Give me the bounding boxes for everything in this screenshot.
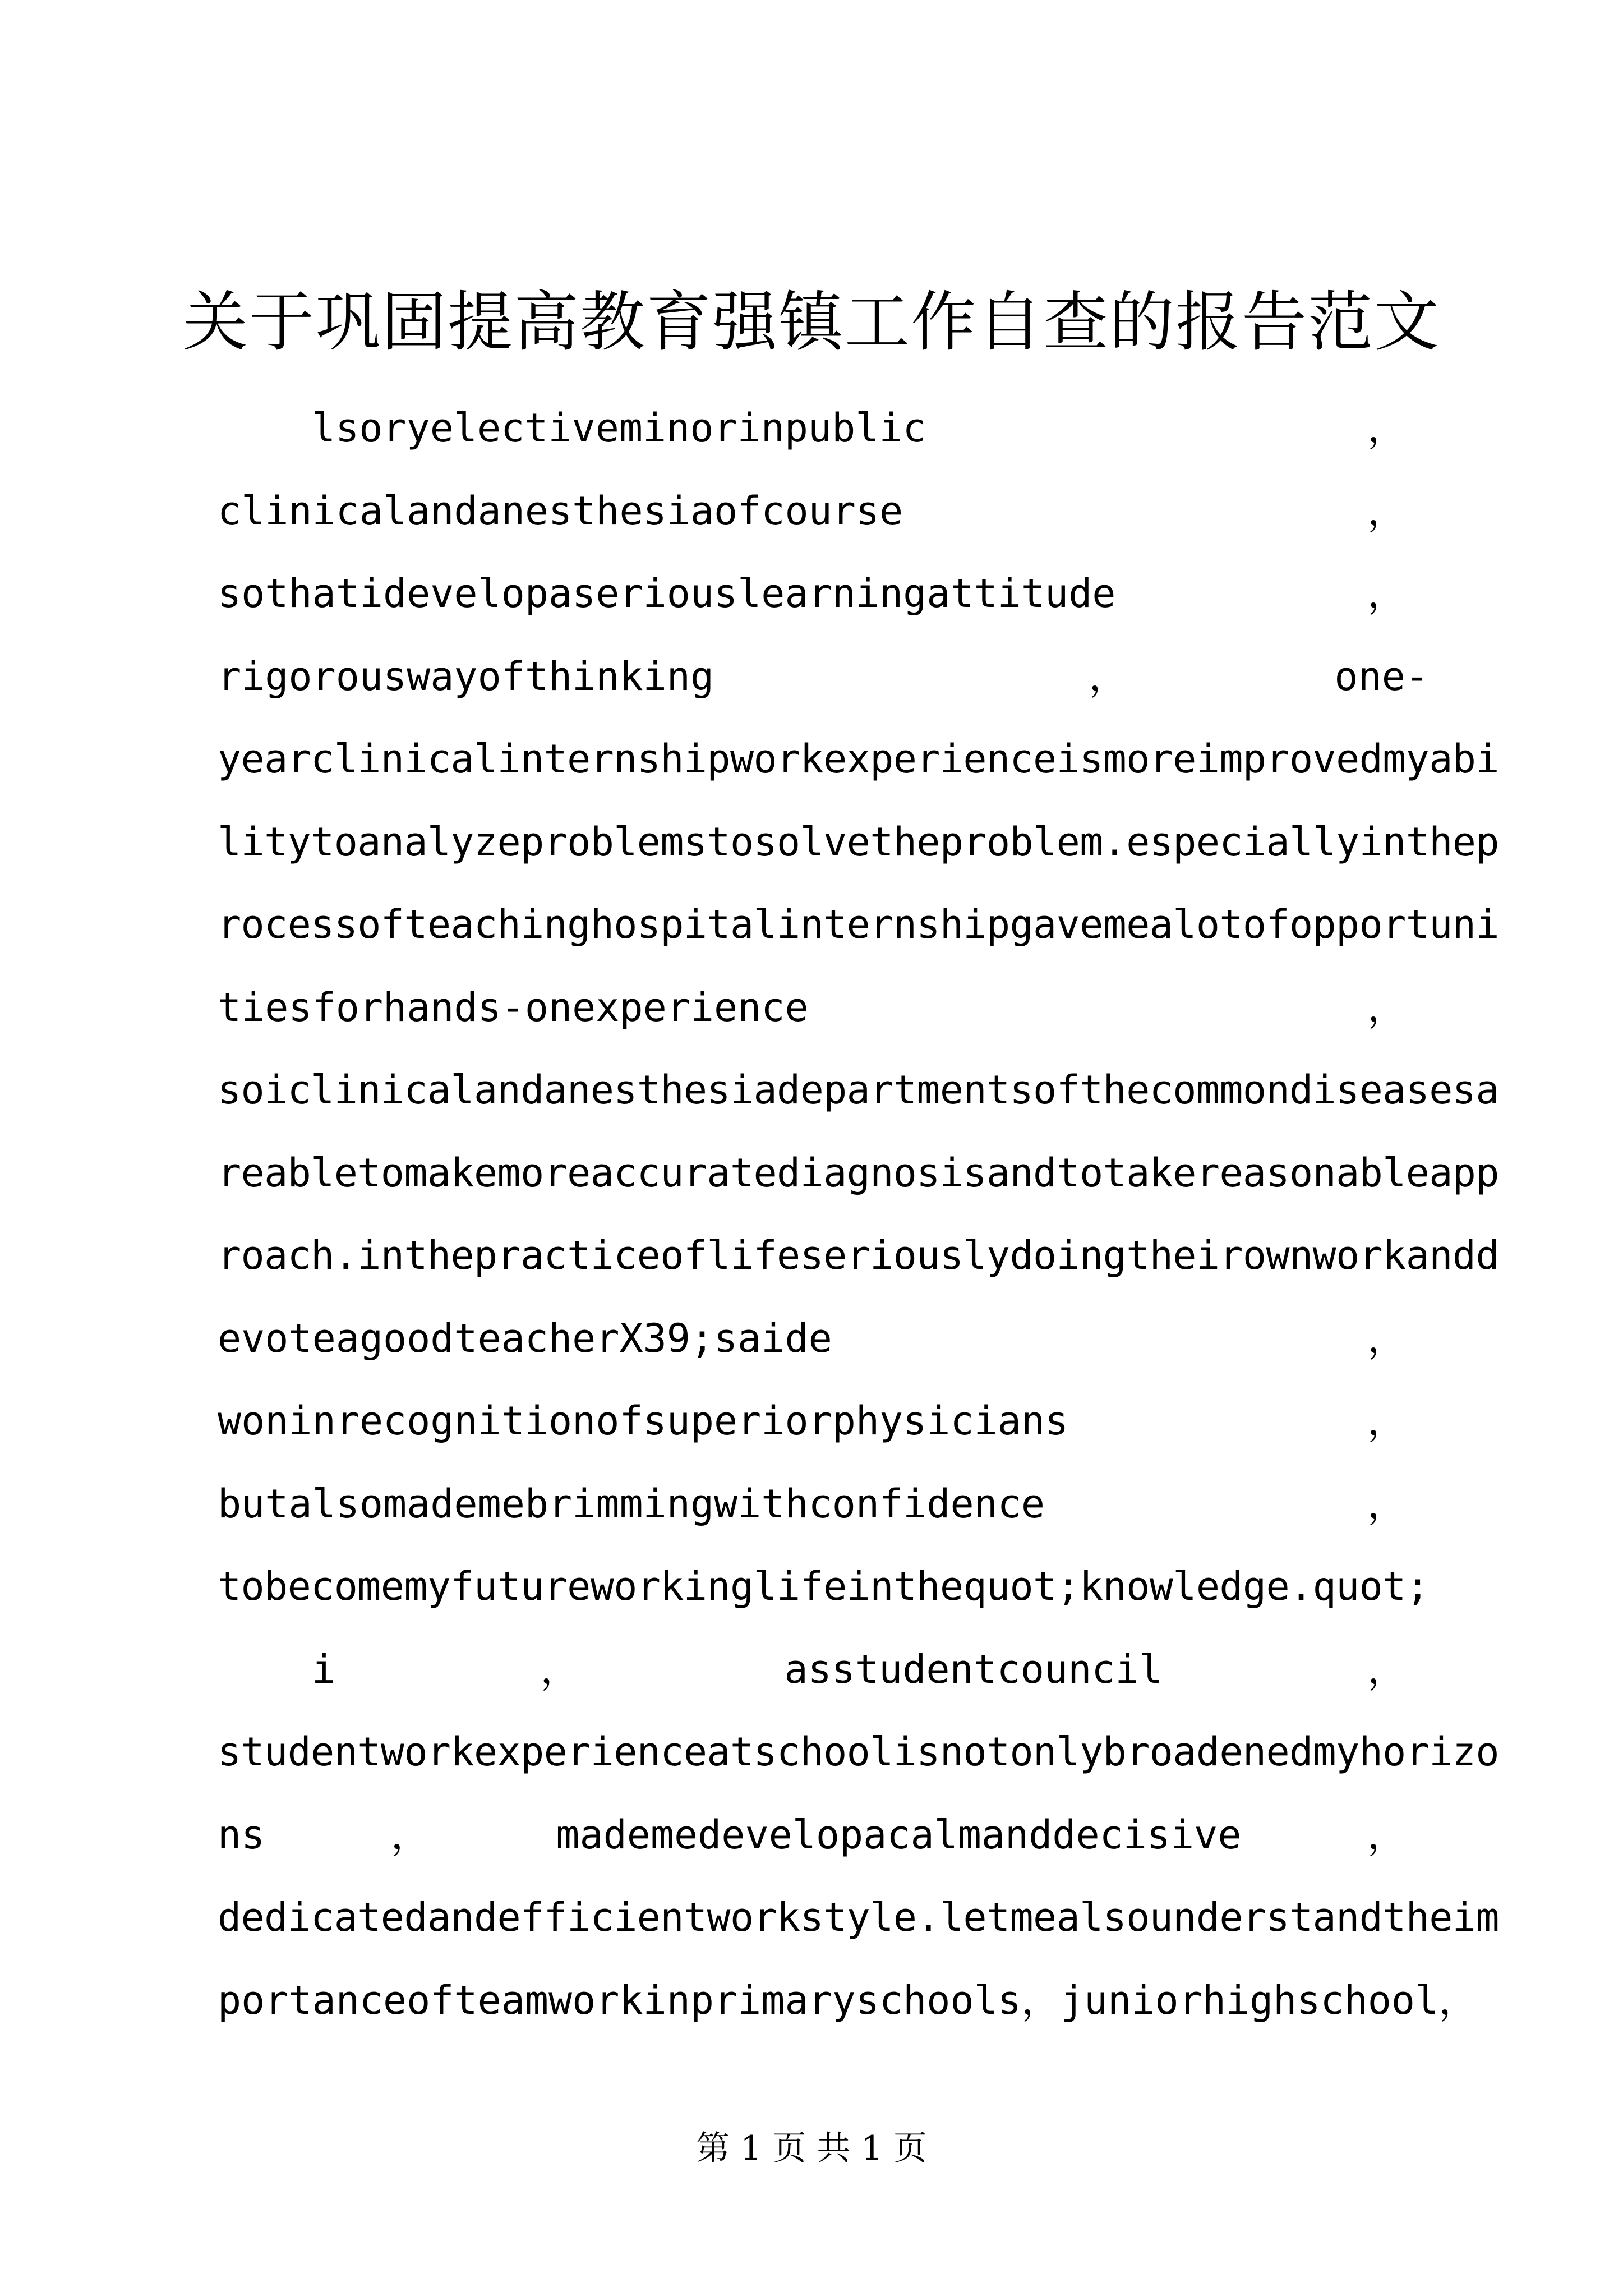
text-line: reabletomakemoreaccuratediagnosisandtotakereasonableapp bbox=[218, 1149, 1499, 1196]
page-number-footer: 第 1 页 共 1 页 bbox=[696, 2129, 927, 2168]
text-segment: clinicalandanesthesiaofcourse bbox=[218, 487, 903, 534]
text-line: yearclinicalinternshipworkexperienceismoreimprovedmyabi bbox=[218, 736, 1499, 782]
text-line bbox=[218, 553, 1429, 636]
text-segment: rigorouswayofthinking bbox=[218, 653, 714, 700]
text-segment: one- bbox=[1334, 653, 1429, 700]
text-line: tobecomemyfutureworkinglifeinthequot;knowledge.quot; bbox=[218, 1563, 1430, 1609]
text-line bbox=[218, 1628, 1429, 1711]
text-line bbox=[218, 1297, 1429, 1381]
text-line bbox=[218, 1380, 1429, 1463]
document-title: 关于巩固提高教育强镇工作自查的报告范文 bbox=[183, 284, 1440, 360]
text-segment: ， bbox=[390, 1811, 430, 1858]
text-line bbox=[218, 470, 1429, 553]
text-line: litytoanalyzeproblemstosolvetheproblem.especiallyinthep bbox=[218, 818, 1499, 865]
text-segment: ， bbox=[1367, 1315, 1407, 1361]
text-line bbox=[218, 387, 1429, 470]
text-segment: juniorhighschool， bbox=[1060, 1977, 1478, 2023]
text-line bbox=[218, 1794, 1429, 1877]
text-line: roach.inthepracticeoflifeseriouslydoingtheirownworkandd bbox=[218, 1232, 1499, 1278]
text-segment: ， bbox=[1367, 570, 1407, 616]
text-segment: sothatidevelopaseriouslearningattitude bbox=[218, 570, 1116, 616]
text-segment: ， bbox=[1367, 984, 1407, 1030]
text-segment: ， bbox=[1367, 405, 1407, 451]
text-segment: ， bbox=[540, 1646, 580, 1692]
text-line bbox=[218, 1463, 1429, 1546]
text-segment: ， bbox=[1367, 487, 1407, 534]
text-line bbox=[218, 967, 1429, 1050]
text-line: studentworkexperienceatschoolisnotonlybroadenedmyhorizo bbox=[218, 1729, 1499, 1775]
text-line bbox=[218, 1959, 1478, 2042]
text-segment: ， bbox=[1367, 1811, 1407, 1858]
text-line: rocessofteachinghospitalinternshipgavemealotofopportuni bbox=[218, 901, 1499, 947]
text-segment: portanceofteamworkinprimaryschools， bbox=[218, 1977, 1061, 2023]
document-body bbox=[218, 387, 1499, 2042]
text-segment: lsoryelectiveminorinpublic bbox=[312, 405, 926, 451]
text-segment: woninrecognitionofsuperiorphysicians bbox=[218, 1398, 1069, 1444]
text-segment: ， bbox=[1367, 1646, 1407, 1692]
text-line bbox=[218, 636, 1429, 719]
text-segment: asstudentcouncil bbox=[784, 1646, 1163, 1692]
text-segment: ， bbox=[1089, 653, 1128, 700]
text-segment: ， bbox=[1367, 1398, 1407, 1444]
text-segment: mademedevelopacalmanddecisive bbox=[556, 1811, 1242, 1858]
text-line: dedicatedandefficientworkstyle.letmealsounderstandtheim bbox=[218, 1894, 1499, 1940]
text-segment: i bbox=[312, 1646, 336, 1692]
text-segment: evoteagoodteacherX39;saide bbox=[218, 1315, 832, 1361]
text-segment: butalsomademebrimmingwithconfidence bbox=[218, 1480, 1045, 1527]
text-segment: ns bbox=[218, 1811, 265, 1858]
text-segment: ， bbox=[1367, 1480, 1407, 1527]
text-segment: tiesforhands-onexperience bbox=[218, 984, 809, 1030]
text-line: soiclinicalandanesthesiadepartmentsofthecommondiseasesa bbox=[218, 1067, 1499, 1113]
